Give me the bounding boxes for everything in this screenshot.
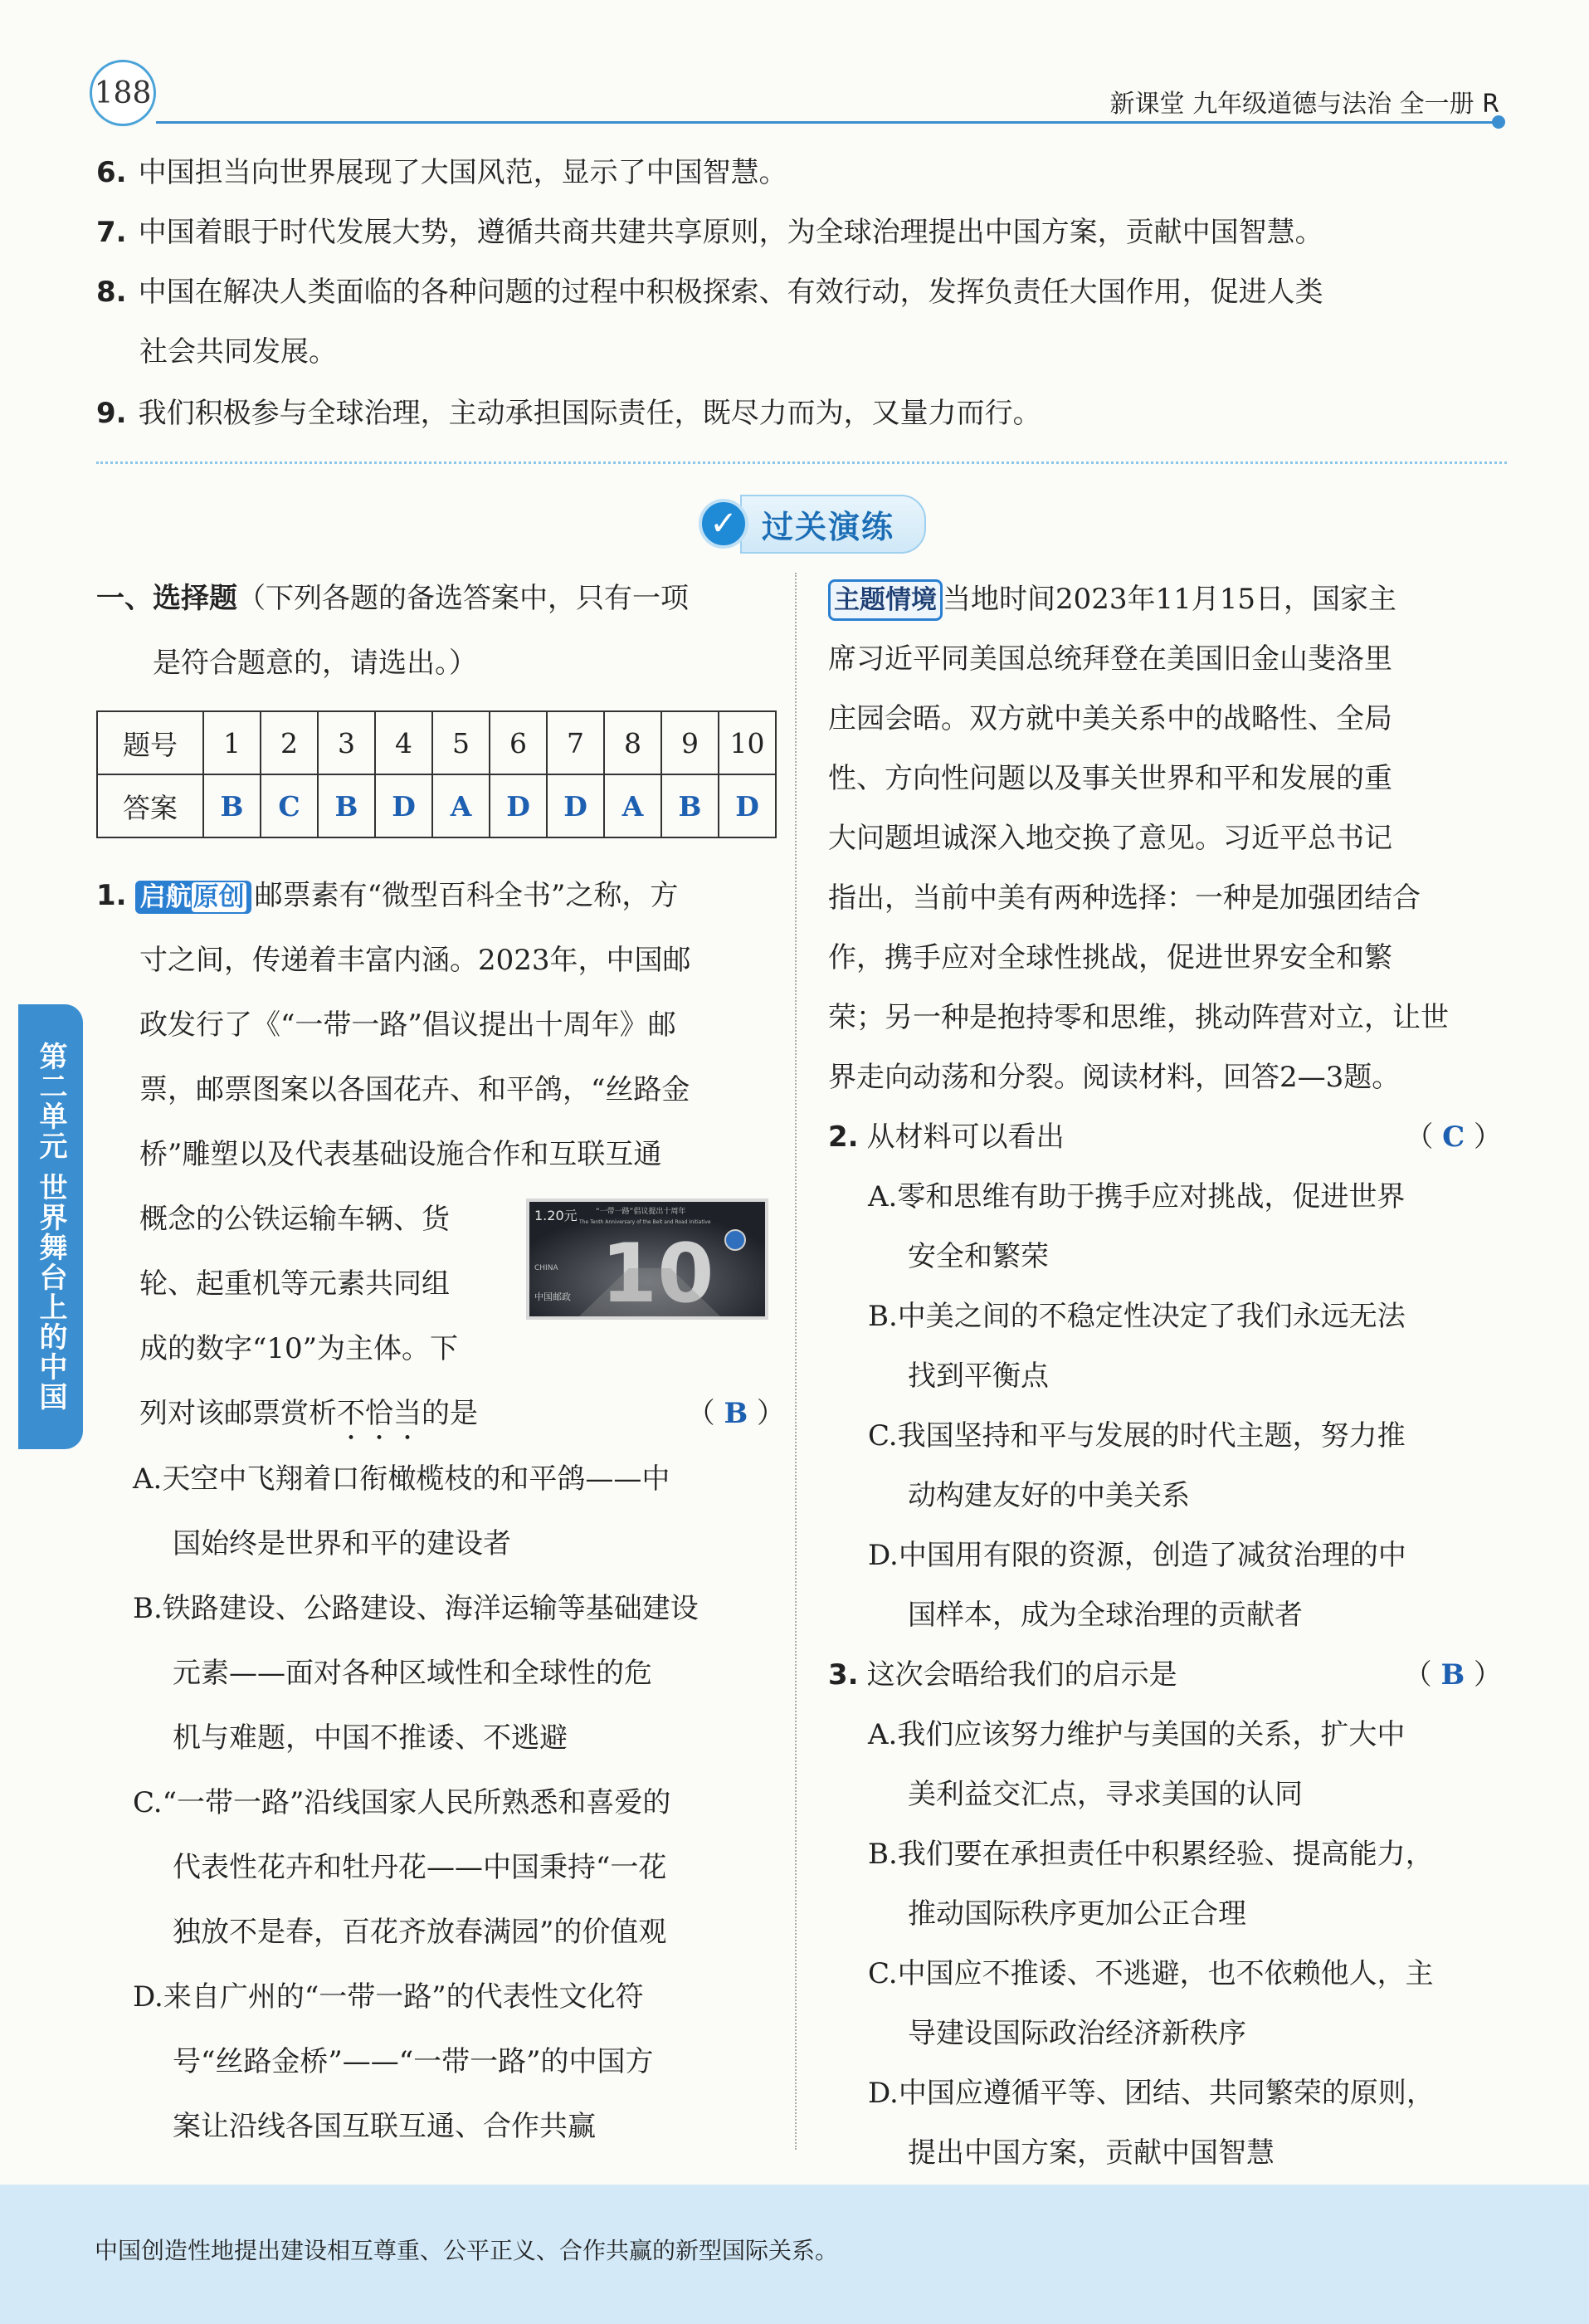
scenario-text: 大问题坦诚深入地交换了意见。习近平总书记: [828, 822, 1392, 855]
option-d: [828, 2063, 1502, 2123]
stamp-value: 1.20元: [534, 1208, 578, 1223]
option-text: 导建设国际政治经济新秩序: [908, 2017, 1246, 2050]
answer-value: C: [1442, 1120, 1465, 1154]
scenario-text: 作，携手应对全球性挑战，促进世界安全和繁: [828, 941, 1392, 974]
question-1-text: 成的数字“10”为主体。下: [139, 1332, 459, 1365]
question-number-cell: 9: [661, 711, 719, 774]
question-number: 3.: [828, 1658, 859, 1692]
theme-badge: 主题情境: [828, 579, 943, 621]
option-text: 案让沿线各国互联互通、合作共赢: [173, 2110, 596, 2143]
option-text: 国始终是世界和平的建设者: [173, 1527, 511, 1560]
scenario-text: 荣；另一种是抱持零和思维，挑动阵营对立，让世: [828, 1001, 1449, 1034]
origin-badge-part2: 原创: [193, 882, 245, 912]
knowledge-point-text: 社会共同发展。: [139, 335, 337, 369]
question-1-text: 桥”雕塑以及代表基础设施合作和互联互通: [139, 1138, 662, 1171]
knowledge-point-text: 中国着眼于时代发展大势，遵循共商共建共享原则，为全球治理提出中国方案，贡献中国智慧。: [138, 216, 1323, 249]
part-one-instruction-cont: 是符合题意的，请选出。）: [153, 647, 477, 680]
question-1-text: 列对该邮票赏析: [139, 1397, 337, 1430]
answer-cell: B: [661, 774, 719, 837]
option-label: D.: [133, 1980, 163, 2014]
scenario-block: [828, 569, 1502, 2183]
section-divider: [96, 461, 1507, 464]
option-a: [828, 1167, 1502, 1227]
question-1-stem-end: [96, 1381, 785, 1447]
question-number-cell: 2: [261, 711, 318, 774]
question-number-cell: 3: [318, 711, 375, 774]
option-label: C.: [868, 1957, 898, 1990]
option-text: 我国坚持和平与发展的时代主题，努力推: [897, 1419, 1406, 1452]
option-label: D.: [868, 2077, 899, 2110]
knowledge-point-number: 6.: [96, 156, 127, 189]
option-text: 动构建友好的中美关系: [908, 1479, 1190, 1512]
question-1-text: 概念的公铁运输车辆、货: [139, 1203, 450, 1236]
option-text: 天空中飞翔着口衔橄榄枝的和平鸽——中: [162, 1462, 670, 1496]
book-title: 新课堂 九年级道德与法治 全一册 R: [1109, 90, 1499, 119]
answer-cell: B: [318, 774, 375, 837]
option-text: 我们要在承担责任中积累经验、提高能力，: [897, 1838, 1434, 1871]
knowledge-point: [96, 212, 1323, 252]
question-3-stem: 这次会晤给我们的启示是: [866, 1658, 1177, 1692]
option-text: 推动国际秩序更加公正合理: [908, 1897, 1246, 1931]
stamp-illustration: [529, 1202, 765, 1316]
answer-cell: B: [203, 774, 261, 837]
stamp-image: [526, 1199, 768, 1320]
answer-table-answer-row: [97, 774, 776, 837]
emphasized-text: 不恰当: [337, 1397, 422, 1430]
scenario-text: 席习近平同美国总统拜登在美国旧金山斐洛里: [828, 642, 1392, 676]
option-text: 美利益交汇点，寻求美国的认同: [908, 1778, 1303, 1811]
option-text: 号“丝路金桥”——“一带一路”的中国方: [173, 2045, 654, 2078]
question-3: [828, 1645, 1502, 1705]
option-b: [96, 1576, 785, 1641]
knowledge-point-number: 8.: [96, 276, 127, 309]
option-text: 独放不是春，百花齐放春满园”的价值观: [173, 1916, 667, 1949]
unit-side-tab-text: 第二单元 世界舞台上的中国: [34, 1042, 67, 1412]
question-number-cell: 4: [375, 711, 432, 774]
option-a: [828, 1705, 1502, 1765]
option-text: 元素——面对各种区域性和全球性的危: [173, 1657, 652, 1690]
option-a: [96, 1447, 785, 1511]
knowledge-point-text: 我们积极参与全球治理，主动承担国际责任，既尽力而为，又量力而行。: [138, 397, 1041, 430]
option-c: [96, 1770, 785, 1835]
column-divider: [795, 573, 797, 2150]
option-label: C.: [868, 1419, 898, 1452]
option-text: 中美之间的不稳定性决定了我们永远无法: [897, 1300, 1406, 1333]
option-text: 我们应该努力维护与美国的关系，扩大中: [897, 1718, 1406, 1751]
question-number-cell: 1: [203, 711, 261, 774]
stamp-caption: “一带一路”倡议提出十周年: [596, 1208, 686, 1216]
footer-note: 中国创造性地提出建设相互尊重、公平正义、合作共赢的新型国际关系。: [95, 2237, 839, 2264]
option-d: [828, 1526, 1502, 1585]
answer-cell: A: [432, 774, 490, 837]
section-banner-title: 过关演练: [740, 495, 926, 554]
stamp-country-en: CHINA: [534, 1264, 558, 1272]
scenario-text: 当地时间2023年11月15日，国家主: [943, 583, 1397, 616]
question-1-text: 的是: [422, 1397, 478, 1430]
answer-bracket: （ B ）: [686, 1397, 785, 1430]
question-1-text: 票，邮票图案以各国花卉、和平鸽，“丝路金: [139, 1073, 690, 1106]
option-text: 中国应遵循平等、团结、共同繁荣的原则，: [898, 2077, 1435, 2110]
answer-table: [96, 710, 777, 838]
answer-cell: D: [547, 774, 604, 837]
question-1-line: [96, 863, 785, 928]
option-d: [96, 1965, 785, 2029]
question-number: 1.: [96, 879, 127, 912]
option-label: A.: [868, 1180, 898, 1213]
option-text: 零和思维有助于携手应对挑战，促进世界: [897, 1180, 1406, 1213]
scenario-text: 庄园会晤。双方就中美关系中的战略性、全局: [828, 702, 1392, 735]
question-1-text: 轮、起重机等元素共同组: [139, 1267, 450, 1301]
option-text: 提出中国方案，贡献中国智慧: [908, 2136, 1275, 2170]
question-number: 2.: [828, 1120, 859, 1154]
answer-cell: D: [719, 774, 776, 837]
option-label: A.: [133, 1462, 163, 1496]
question-number-cell: 5: [432, 711, 490, 774]
option-text: 国样本，成为全球治理的贡献者: [908, 1599, 1303, 1632]
origin-badge-part1: 启航: [139, 882, 192, 912]
part-one-instruction: （下列各题的备选答案中，只有一项: [237, 582, 689, 615]
answer-table-header: 答案: [97, 774, 203, 837]
option-text: 机与难题，中国不推诿、不逃避: [173, 1721, 568, 1755]
option-text: 铁路建设、公路建设、海洋运输等基础建设: [162, 1592, 699, 1625]
part-one-heading: [96, 566, 777, 696]
scenario-line: [828, 569, 1502, 629]
answer-value: B: [1440, 1658, 1465, 1692]
answer-table-header: 题号: [97, 711, 203, 774]
page-number: [90, 60, 156, 126]
question-2: [828, 1107, 1502, 1167]
option-b: [828, 1824, 1502, 1884]
answer-cell: A: [604, 774, 661, 837]
answer-cell: C: [261, 774, 318, 837]
option-label: A.: [868, 1718, 898, 1751]
option-text: 代表性花卉和牡丹花——中国秉持“一花: [173, 1851, 667, 1884]
stamp-big-number: 10: [601, 1227, 714, 1316]
question-number-cell: 7: [547, 711, 604, 774]
option-text: 中国用有限的资源，创造了减贫治理的中: [898, 1539, 1406, 1572]
knowledge-point-text: 中国担当向世界展现了大国风范，显示了中国智慧。: [138, 156, 787, 189]
stamp-emblem-icon: [725, 1230, 745, 1250]
option-text: 安全和繁荣: [908, 1240, 1049, 1273]
option-label: B.: [133, 1592, 163, 1625]
part-one-title: 一、选择题: [96, 582, 237, 615]
page-number-text: 188: [94, 76, 152, 110]
option-label: C.: [133, 1786, 163, 1819]
question-1-text: 邮票素有“微型百科全书”之称，方: [254, 879, 679, 912]
option-c: [828, 1944, 1502, 2004]
knowledge-point: [96, 393, 1041, 433]
option-text: “一带一路”沿线国家人民所熟悉和喜爱的: [162, 1786, 671, 1819]
option-text: 来自广州的“一带一路”的代表性文化符: [163, 1980, 644, 2014]
scenario-text: 界走向动荡和分裂。阅读材料，回答2—3题。: [828, 1061, 1401, 1094]
option-label: D.: [868, 1539, 899, 1572]
question-number-cell: 6: [490, 711, 547, 774]
option-text: 中国应不推诿、不逃避，也不依赖他人，主: [897, 1957, 1434, 1990]
check-circle-icon: ✓: [699, 499, 748, 549]
option-b: [828, 1286, 1502, 1346]
option-c: [828, 1406, 1502, 1466]
question-2-stem: 从材料可以看出: [866, 1120, 1065, 1154]
knowledge-point-number: 7.: [96, 216, 127, 249]
option-label: B.: [868, 1300, 898, 1333]
question-1: [96, 863, 785, 2159]
stamp-country: 中国邮政: [534, 1291, 571, 1302]
question-1-text: 政发行了《“一带一路”倡议提出十周年》邮: [139, 1008, 676, 1042]
knowledge-point-continued: [139, 332, 337, 372]
scenario-text: 指出，当前中美有两种选择：一种是加强团结合: [828, 881, 1421, 915]
knowledge-point: [96, 153, 787, 193]
answer-cell: D: [490, 774, 547, 837]
answer-table-number-row: [97, 711, 776, 774]
answer-bracket: （ C ）: [1405, 1120, 1502, 1154]
scenario-text: 性、方向性问题以及事关世界和平和发展的重: [828, 762, 1392, 795]
answer-bracket: （ B ）: [1403, 1658, 1502, 1692]
knowledge-point-text: 中国在解决人类面临的各种问题的过程中积极探索、有效行动，发挥负责任大国作用，促进人类: [138, 276, 1323, 309]
header-rule: [156, 121, 1500, 124]
origin-badge: [135, 881, 251, 914]
option-text: 找到平衡点: [908, 1360, 1049, 1393]
knowledge-point-number: 9.: [96, 397, 127, 430]
answer-cell: D: [375, 774, 432, 837]
question-1-text: 寸之间，传递着丰富内涵。2023年，中国邮: [139, 944, 691, 977]
unit-side-tab: [18, 1004, 83, 1449]
knowledge-point: [96, 272, 1323, 312]
question-number-cell: 8: [604, 711, 661, 774]
option-label: B.: [868, 1838, 898, 1871]
question-number-cell: 10: [719, 711, 776, 774]
stamp-caption-en: The Tenth Anniversary of the Belt and Road Initiative: [579, 1219, 711, 1225]
section-banner: [699, 495, 926, 553]
answer-value: B: [724, 1397, 748, 1430]
